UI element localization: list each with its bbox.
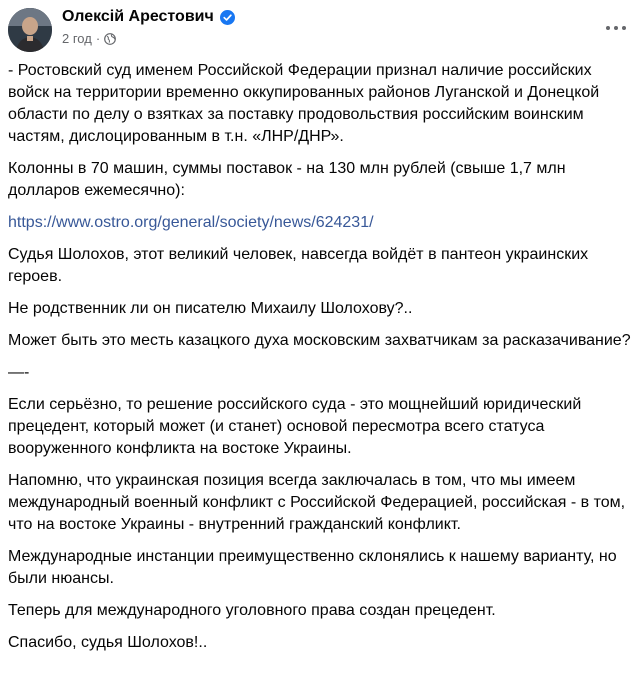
verified-badge-icon [220,10,235,25]
post-paragraph-3: Судья Шолохов, этот великий человек, навсегда войдёт в пантеон украинских героев. [8,246,589,285]
post-paragraph-10: Спасибо, судья Шолохов!.. [8,634,208,651]
post-paragraph-7: Напомню, что украинская позиция всегда заключалась в том, что мы имеем международный военный конфликт с Российской Федерацией, российская - в том, что на востоке Украины - внутренний гражданский конфликт. [8,472,626,533]
post-time[interactable]: 2 год [62,31,92,46]
post-paragraph-5: Может быть это месть казацкого духа московским захватчикам за расказачивание? [8,332,631,349]
meta-separator: · [95,31,101,46]
post-paragraph-8: Международные инстанции преимущественно склонялись к нашему варианту, но были нюансы. [8,548,617,587]
avatar-image [8,8,52,52]
post-meta [62,31,116,46]
post-body [8,60,632,664]
more-options-icon[interactable] [598,10,634,46]
post-paragraph-1: - Ростовский суд именем Российской Федерации признал наличие российских войск на территории временно оккупированных районов Луганской и Донецкой области по делу о взятках за поставку продовольствия российским воинским частям, дислоцированным в т.н. «ЛНР/ДНР». [8,62,600,145]
author-line [62,8,235,26]
post-paragraph-6: Если серьёзно, то решение российского суда - это мощнейший юридический прецедент, который может (и станет) основой пересмотра всего статуса вооруженного конфликта на востоке Украины. [8,396,582,457]
globe-icon[interactable] [104,33,116,45]
post-link[interactable]: https://www.ostro.org/general/society/news/624231/ [8,214,374,231]
post-paragraph-4: Не родственник ли он писателю Михаилу Шолохову?.. [8,300,413,317]
post-divider: —- [8,364,30,381]
author-name[interactable]: Олексій Арестович [62,8,214,25]
post-paragraph-9: Теперь для международного уголовного права создан прецедент. [8,602,496,619]
post-paragraph-2: Колонны в 70 машин, суммы поставок - на 130 млн рублей (свыше 1,7 млн долларов ежемесячно): [8,160,566,199]
post-header [8,4,634,56]
author-avatar[interactable] [8,8,52,52]
